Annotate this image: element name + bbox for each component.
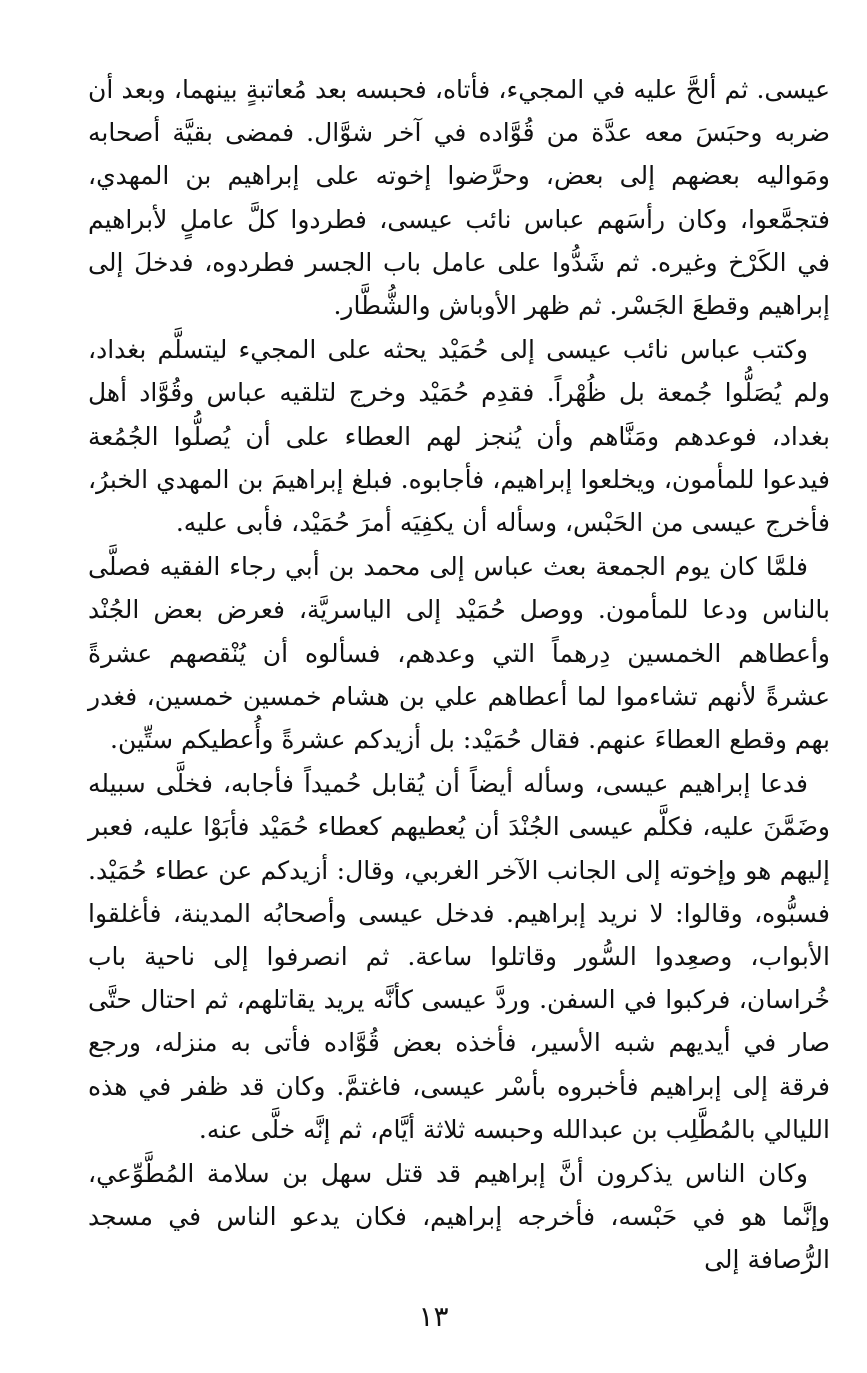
page-number: ١٣ <box>418 1300 449 1333</box>
paragraph-3: فلمَّا كان يوم الجمعة بعث عباس إلى محمد بن أبي رجاء الفقيه فصلَّى بالناس ودعا للمأمون. ووصل حُمَيْد إلى الياسريَّة، فعرض بعض الجُنْد وأعطاهم الخمسين دِرهماً التي وعدهم، فسألوه أن يُنْقصهم عشرةً عشرةً لأنهم تشاءموا لما أعطاهم علي بن هشام خمسين خمسين، فغدر بهم وقطع العطاءَ عنهم. فقال حُمَيْد: بل أزيدكم عشرةً وأُعطيكم ستِّين. <box>88 552 830 755</box>
body-text <box>88 68 830 1282</box>
paragraph-4: فدعا إبراهيم عيسى، وسأله أيضاً أن يُقابل حُميداً فأجابه، فخلَّى سبيله وضَمَّنَ عليه، فكلَّم عيسى الجُنْدَ أن يُعطيهم كعطاء حُمَيْد فأبَوْا عليه، فعبر إليهم هو وإخوته إلى الجانب الآخر الغربي، وقال: أزيدكم عن عطاء حُمَيْد. فسبُّوه، وقالوا: لا نريد إبراهيم. فدخل عيسى وأصحابُه المدينة، فأغلقوا الأبواب، وصعِدوا السُّور وقاتلوا ساعة. ثم انصرفوا إلى ناحية باب خُراسان، فركبوا في السفن. وردَّ عيسى كأنَّه يريد يقاتلهم، ثم احتال حتَّى صار في أيديهم شبه الأسير، فأخذه بعض قُوَّاده فأتى به منزله، ورجع فرقة إلى إبراهيم فأخبروه بأسْر عيسى، فاغتمَّ. وكان قد ظفر في هذه الليالي بالمُطَّلِب بن عبدالله وحبسه ثلاثة أيَّام، ثم إنَّه خلَّى عنه. <box>88 769 830 1144</box>
paragraph-5: وكان الناس يذكرون أنَّ إبراهيم قد قتل سهل بن سلامة المُطَّوِّعي، وإنَّما هو في حَبْسه، فأخرجه إبراهيم، فكان يدعو الناس في مسجد الرُّصافة إلى <box>88 1159 830 1275</box>
paragraph-2: وكتب عباس نائب عيسى إلى حُمَيْد يحثه على المجيء ليتسلَّم بغداد، ولم يُصَلُّوا جُمعة بل ظُهْراً. فقدِم حُمَيْد وخرج لتلقيه عباس وقُوَّاد أهل بغداد، فوعدهم ومَنَّاهم وأن يُنجز لهم العطاء على أن يُصلُّوا الجُمُعة فيدعوا للمأمون، ويخلعوا إبراهيم، فأجابوه. فبلغ إبراهيمَ بن المهدي الخبرُ، فأخرج عيسى من الحَبْس، وسأله أن يكفِيَه أمرَ حُمَيْد، فأبى عليه. <box>88 335 830 538</box>
paragraph-1: عيسى. ثم ألحَّ عليه في المجيء، فأتاه، فحبسه بعد مُعاتبةٍ بينهما، وبعد أن ضربه وحبَسَ معه عدَّة من قُوَّاده في آخر شوَّال. فمضى بقيَّة أصحابه ومَواليه بعضهم إلى بعض، وحرَّضوا إخوته على إبراهيم بن المهدي، فتجمَّعوا، وكان رأسَهم عباس نائب عيسى، فطردوا كلَّ عاملٍ لأبراهيم في الكَرْخ وغيره. ثم شَدُّوا على عامل باب الجسر فطردوه، فدخلَ إلى إبراهيم وقطعَ الجَسْر. ثم ظهر الأوباش والشُّطَّار. <box>88 75 830 321</box>
